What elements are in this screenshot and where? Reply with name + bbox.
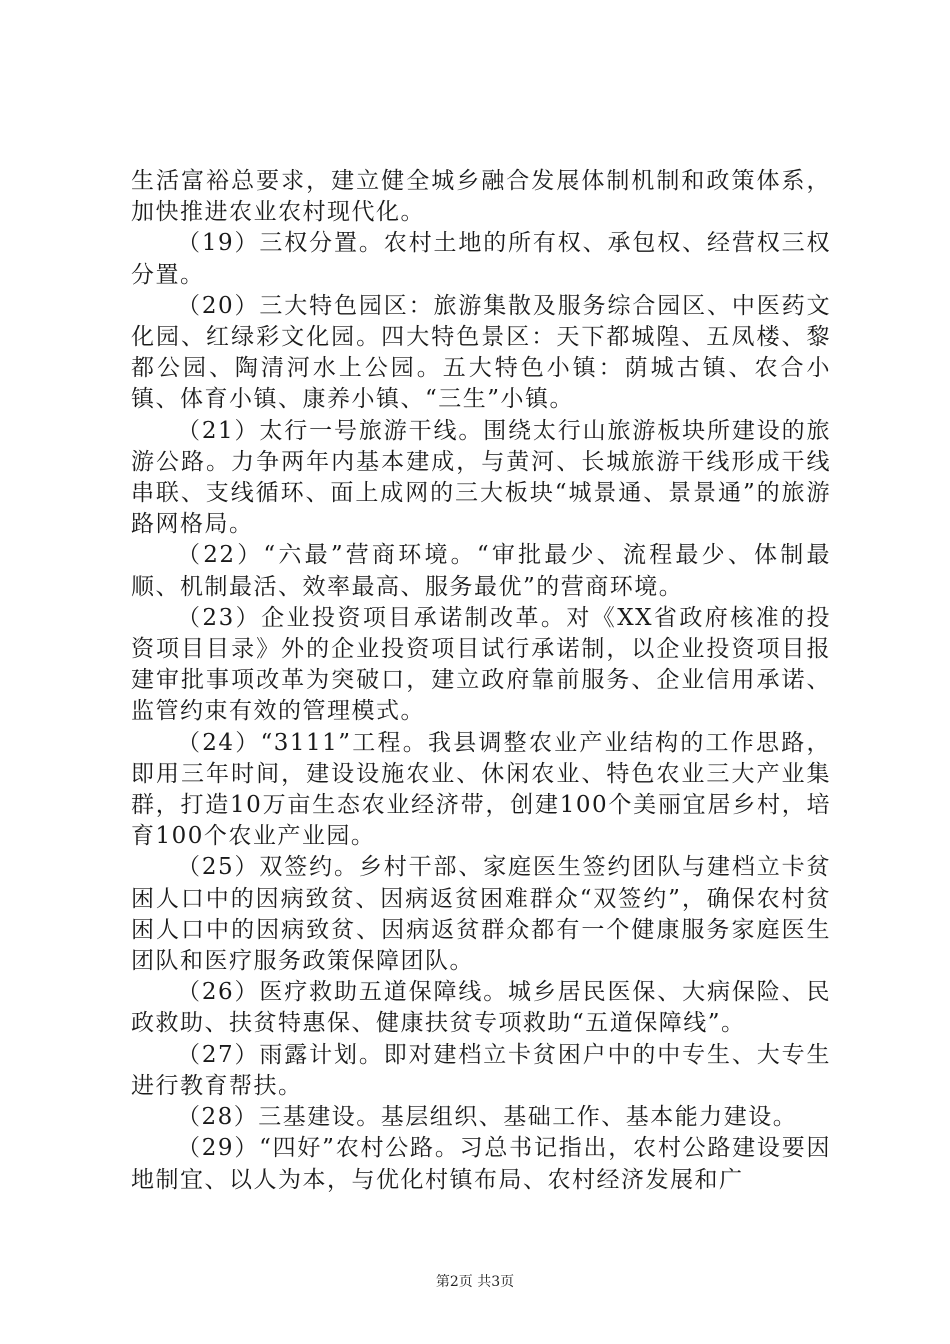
page-footer: 第2页 共3页: [435, 1274, 515, 1290]
paragraph: （23）企业投资项目承诺制改革。对《XX省政府核准的投资项目目录》外的企业投资项目试行承诺制，以企业投资项目报建审批事项改革为突破口，建立政府靠前服务、企业信用承诺、监管约束有效的管理模式。: [131, 604, 831, 725]
paragraph: （27）雨露计划。即对建档立卡贫困户中的中专生、大专生进行教育帮扶。: [131, 1041, 831, 1099]
paragraph: （24）“3111”工程。我县调整农业产业结构的工作思路，即用三年时间，建设设施农业、休闲农业、特色农业三大产业集群，打造10万亩生态农业经济带，创建100个美丽宜居乡村，培育100个农业产业园。: [131, 729, 831, 850]
paragraph: （22）“六最”营商环境。“审批最少、流程最少、体制最顺、机制最活、效率最高、服务最优”的营商环境。: [131, 542, 831, 600]
paragraph: （20）三大特色园区：旅游集散及服务综合园区、中医药文化园、红绿彩文化园。四大特色景区：天下都城隍、五凤楼、黎都公园、陶清河水上公园。五大特色小镇：荫城古镇、农合小镇、体育小镇、康养小镇、“三生”小镇。: [131, 292, 831, 413]
paragraph: （25）双签约。乡村干部、家庭医生签约团队与建档立卡贫困人口中的因病致贫、因病返贫困难群众“双签约”，确保农村贫困人口中的因病致贫、因病返贫群众都有一个健康服务家庭医生团队和医疗服务政策保障团队。: [131, 854, 831, 975]
document-body: [131, 166, 831, 1196]
paragraph: （29）“四好”农村公路。习总书记指出，农村公路建设要因地制宜、以人为本，与优化村镇布局、农村经济发展和广: [131, 1135, 831, 1193]
paragraph: （19）三权分置。农村土地的所有权、承包权、经营权三权分置。: [131, 230, 831, 288]
paragraph: （26）医疗救助五道保障线。城乡居民医保、大病保险、民政救助、扶贫特惠保、健康扶贫专项救助“五道保障线”。: [131, 979, 831, 1037]
paragraph: （28）三基建设。基层组织、基础工作、基本能力建设。: [177, 1104, 798, 1131]
paragraph: （21）太行一号旅游干线。围绕太行山旅游板块所建设的旅游公路。力争两年内基本建成，与黄河、长城旅游干线形成干线串联、支线循环、面上成网的三大板块“城景通、景景通”的旅游路网格局。: [131, 417, 831, 538]
paragraph: 生活富裕总要求，建立健全城乡融合发展体制机制和政策体系，加快推进农业农村现代化。: [131, 168, 831, 226]
